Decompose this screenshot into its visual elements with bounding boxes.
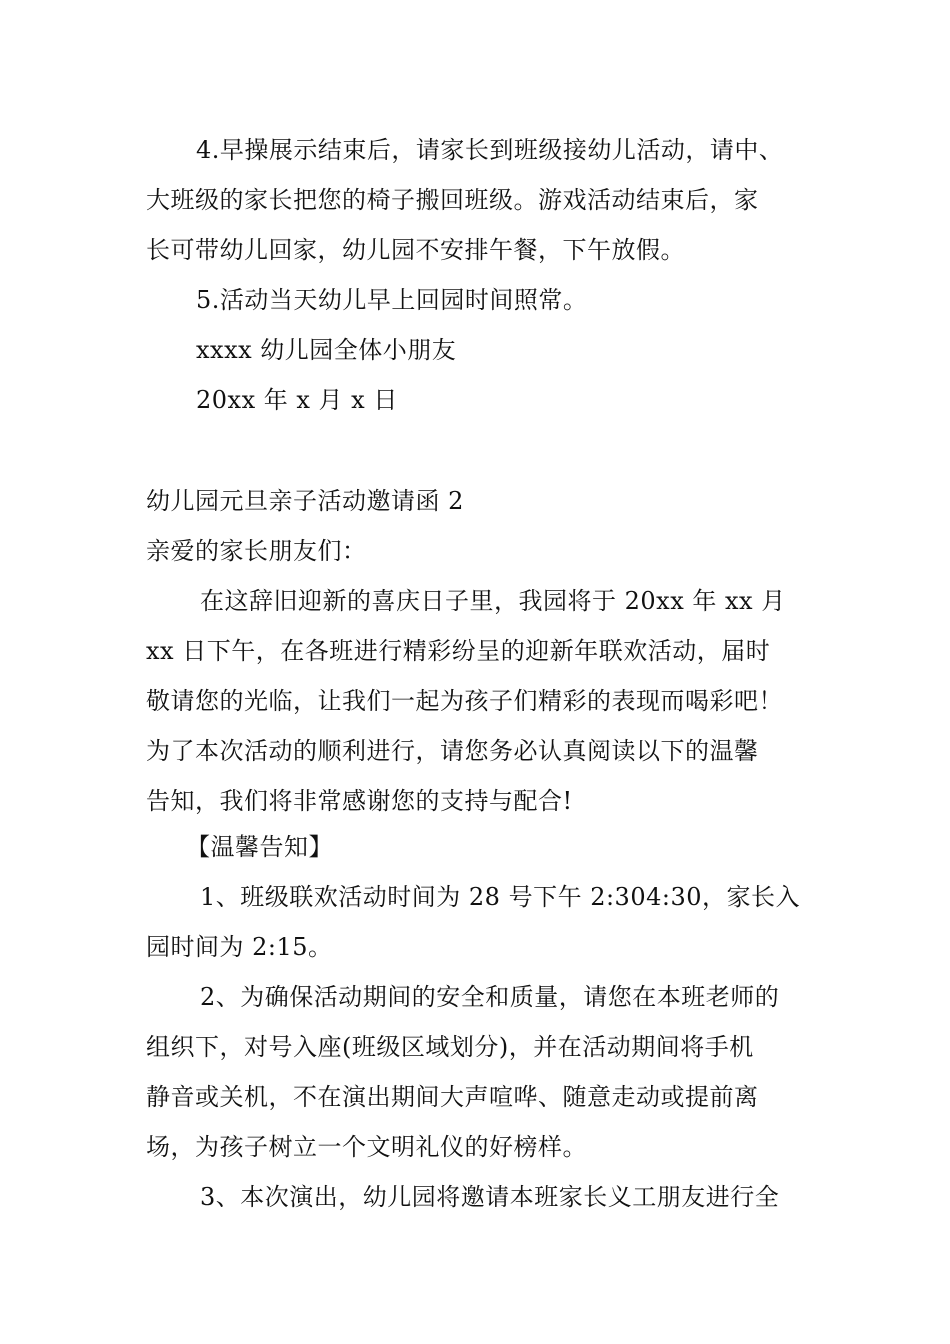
intro-line-1: 在这辞旧迎新的喜庆日子里，我园将于 20xx 年 xx 月 [200, 587, 786, 615]
section-title: 幼儿园元旦亲子活动邀请函 2 [146, 487, 464, 515]
notice2-line-2: 组织下，对号入座(班级区域划分)，并在活动期间将手机 [146, 1033, 754, 1061]
intro-line-5: 告知，我们将非常感谢您的支持与配合! [146, 787, 573, 815]
date-line: 20xx 年 x 月 x 日 [196, 386, 398, 414]
intro-line-3: 敬请您的光临，让我们一起为孩子们精彩的表现而喝彩吧！ [146, 687, 783, 715]
item4-line-2: 大班级的家长把您的椅子搬回班级。游戏活动结束后，家 [146, 186, 759, 214]
notice-heading: 【温馨告知】 [186, 833, 333, 861]
intro-line-2: xx 日下午，在各班进行精彩纷呈的迎新年联欢活动，届时 [146, 637, 771, 665]
notice3-line-1: 3、本次演出，幼儿园将邀请本班家长义工朋友进行全 [200, 1183, 780, 1211]
item5-line: 5.活动当天幼儿早上回园时间照常。 [196, 286, 588, 314]
intro-line-4: 为了本次活动的顺利进行，请您务必认真阅读以下的温馨 [146, 737, 759, 765]
signature-line: xxxx 幼儿园全体小朋友 [196, 336, 457, 364]
notice1-line-2: 园时间为 2:15。 [146, 933, 333, 961]
notice2-line-1: 2、为确保活动期间的安全和质量，请您在本班老师的 [200, 983, 780, 1011]
item4-line-3: 长可带幼儿回家，幼儿园不安排午餐，下午放假。 [146, 236, 685, 264]
notice1-line-1: 1、班级联欢活动时间为 28 号下午 2:304:30，家长入 [200, 883, 800, 911]
item4-line-1: 4.早操展示结束后，请家长到班级接幼儿活动，请中、 [196, 136, 784, 164]
greeting: 亲爱的家长朋友们： [146, 537, 367, 565]
notice2-line-4: 场，为孩子树立一个文明礼仪的好榜样。 [146, 1133, 587, 1161]
notice2-line-3: 静音或关机，不在演出期间大声喧哗、随意走动或提前离 [146, 1083, 759, 1111]
